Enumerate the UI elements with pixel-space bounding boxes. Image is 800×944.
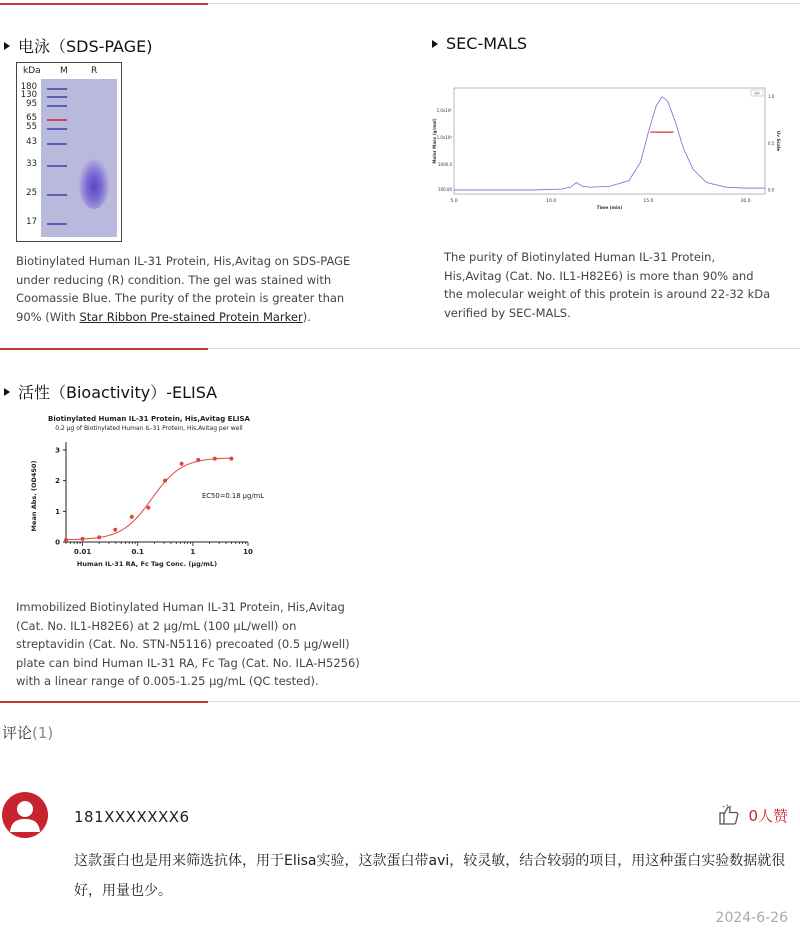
gel-ladder-band (47, 96, 67, 98)
elisa-ec50-annotation: EC50=0.18 μg/mL (202, 492, 265, 500)
gel-marker-label-33: 33 (26, 159, 37, 169)
sec-x-tick-label: 5.0 (450, 199, 458, 204)
sec-y2-axis-label: Uv Scale (776, 130, 781, 152)
gel-marker-label-130: 130 (20, 90, 37, 100)
elisa-data-point (229, 457, 233, 461)
sec-y2-tick-label: 0.0 (768, 187, 775, 193)
gel-marker-label-180: 180 (20, 82, 37, 92)
gel-marker-label-25: 25 (26, 188, 37, 198)
sec-mals-title: SEC-MALS (432, 34, 527, 53)
user-avatar-icon (2, 792, 48, 838)
gel-ladder-band (47, 88, 67, 90)
sec-x-tick-label: 10.0 (546, 199, 557, 204)
sec-mals-caption: The purity of Biotinylated Human IL-31 Protein, His,Avitag (Cat. No. IL1-H82E6) is more than 90% and the molecular weight of this protein is around 22-32 kDa verified by SEC-MALS. (444, 250, 771, 320)
elisa-data-point (163, 479, 167, 483)
elisa-data-point (213, 457, 217, 461)
like-count: 0人赞 (748, 806, 788, 825)
sec-mals-chart (430, 82, 780, 212)
gel-ladder-band (47, 223, 67, 225)
gel-kda-label: kDa (23, 66, 41, 76)
bullet-triangle-icon (4, 42, 10, 50)
comment-username: 181XXXXXXX6 (74, 808, 190, 826)
gel-sample-band (79, 159, 109, 209)
divider-top (0, 3, 800, 4)
sds-page-title: 电泳（SDS-PAGE) (4, 34, 152, 57)
divider-3 (0, 701, 800, 702)
protein-marker-link[interactable]: Star Ribbon Pre-stained Protein Marker (79, 309, 303, 324)
gel-ladder-band (47, 143, 67, 145)
sec-y-tick-label: 1000.0 (438, 162, 452, 167)
gel-ladder-band (47, 194, 67, 196)
gel-marker-label-43: 43 (26, 137, 37, 147)
gel-ladder-band (47, 128, 67, 130)
elisa-data-point (113, 528, 117, 532)
elisa-y-tick-label: 1 (55, 507, 60, 516)
elisa-x-tick-label: 1 (190, 548, 196, 556)
elisa-data-point (97, 535, 101, 539)
gel-marker-label-17: 17 (26, 217, 37, 227)
elisa-chart-subtitle: 0.2 μg of Biotinylated Human IL-31 Protein, His,Avitag per well (55, 425, 243, 432)
gel-marker-label-65: 65 (26, 113, 37, 123)
sds-page-gel-image (16, 62, 122, 242)
sec-x-axis-label: Time (min) (596, 205, 623, 210)
gel-ladder-band (47, 165, 67, 167)
comments-header: 评论(1) (2, 724, 54, 742)
sec-y-tick-label: 1.0x10⁵ (436, 108, 452, 113)
comment-text: 这款蛋白也是用来筛选抗体，用于Elisa实验，这款蛋白带avi，较灵敏，结合较弱的项目，用这种蛋白实验数据就很好，用量也少。 (74, 853, 786, 899)
elisa-x-tick-label: 0.1 (131, 548, 144, 556)
elisa-y-tick-label: 3 (55, 446, 60, 455)
elisa-x-axis-label: Human IL-31 RA, Fc Tag Conc. (μg/mL) (76, 560, 218, 568)
sec-y-axis-label: Molar Mass (g/mol) (432, 118, 437, 164)
elisa-y-axis-label: Mean Abs. (OD450) (30, 460, 38, 532)
svg-text:UV: UV (754, 91, 760, 96)
comments-count: (1) (32, 724, 54, 742)
gel-lane-r-label: R (91, 66, 98, 76)
elisa-x-tick-label: 10 (243, 548, 253, 556)
sec-x-tick-label: 15.0 (643, 199, 654, 204)
elisa-data-point (146, 506, 150, 510)
gel-marker-label-95: 95 (26, 99, 37, 109)
gel-lane-m-label: M (60, 66, 68, 76)
elisa-x-tick-label: 0.01 (73, 548, 92, 556)
elisa-y-tick-label: 2 (55, 477, 60, 486)
divider-2 (0, 348, 800, 349)
gel-ladder-band (47, 119, 67, 121)
elisa-chart (24, 410, 274, 575)
bullet-triangle-icon (4, 388, 10, 396)
bullet-triangle-icon (432, 40, 438, 48)
gel-lanes (41, 79, 117, 237)
sec-x-tick-label: 20.0 (740, 199, 751, 204)
sec-plot-frame (454, 88, 765, 194)
elisa-data-point (64, 538, 68, 542)
elisa-data-point (196, 458, 200, 462)
thumbs-up-icon (718, 804, 740, 826)
like-button[interactable] (718, 804, 788, 826)
sec-legend (751, 90, 763, 96)
gel-ladder-band (47, 105, 67, 107)
elisa-y-tick-label: 0 (55, 538, 60, 547)
sec-y2-tick-label: 1.0 (768, 94, 775, 100)
sec-uv-trace (454, 97, 765, 190)
elisa-title: 活性（Bioactivity）-ELISA (4, 380, 217, 403)
elisa-caption: Immobilized Biotinylated Human IL-31 Protein, His,Avitag (Cat. No. IL1-H82E6) at 2 μg/mL (100 μL/well) on streptavidin (Cat. No. STN-N5116) precoated (0.5 μg/well) plate can bind Human IL-31 RA, Fc Tag (Cat. No. ILA-H5256) with a linear range of 0.005-1.25 μg/mL (QC tested). (16, 600, 360, 688)
elisa-data-point (180, 462, 184, 466)
elisa-data-point (81, 537, 85, 541)
gel-marker-label-55: 55 (26, 122, 37, 132)
sds-page-caption: Biotinylated Human IL-31 Protein, His,Avitag on SDS-PAGE under reducing (R) condition. The gel was stained with Coomassie Blue. The purity of the protein is greater than 90% (With Star Ribbon Pre-stained Protein Marker). (16, 254, 351, 324)
sec-y-tick-label: 100.00 (438, 187, 452, 192)
sec-y-tick-label: 1.0x10⁴ (436, 135, 452, 140)
elisa-data-point (130, 515, 134, 519)
comment-date: 2024-6-26 (715, 910, 788, 926)
sec-y2-tick-label: 0.5 (768, 140, 775, 146)
elisa-chart-title: Biotinylated Human IL-31 Protein, His,Avitag ELISA (48, 415, 250, 423)
